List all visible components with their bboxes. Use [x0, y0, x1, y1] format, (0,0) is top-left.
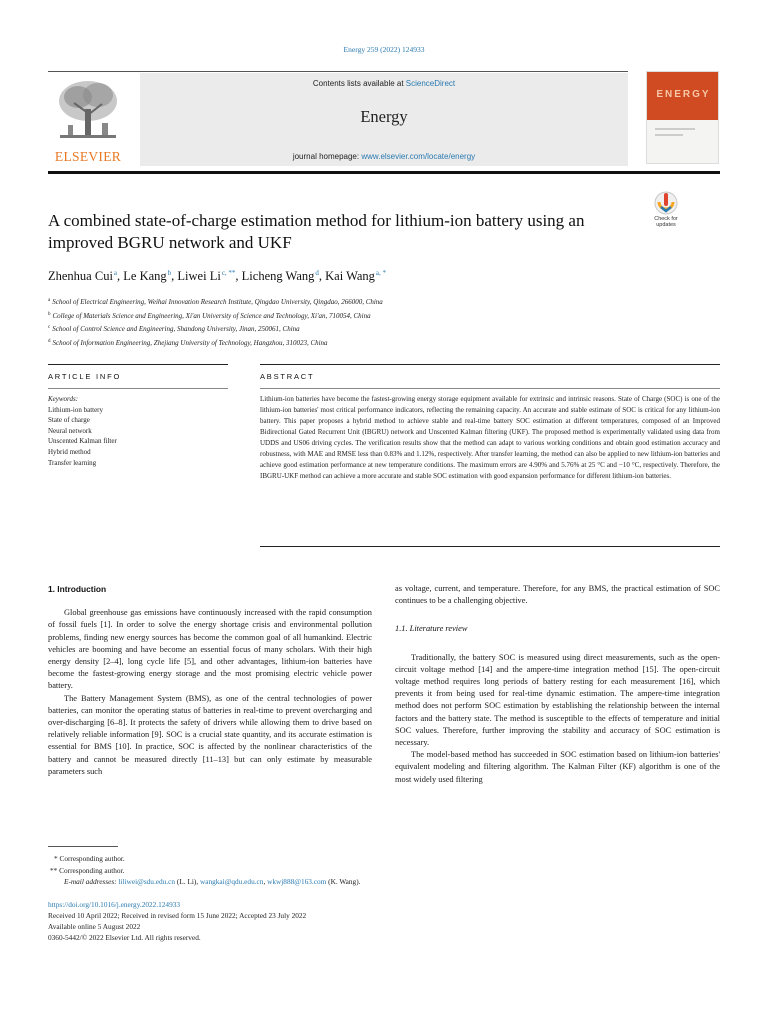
- keywords-label: Keywords:: [48, 395, 79, 403]
- check-for-updates-icon: [646, 190, 686, 216]
- affiliation: $^b$ College of Materials Science and Engineering, Xi'an University of Science and Technology, Xi'an, 710054, China: [48, 311, 371, 320]
- article-title: A combined state-of-charge estimation method for lithium-ion battery using an improved BGRU network and UKF: [48, 211, 585, 252]
- body-paragraph: Global greenhouse gas emissions have continuously increased with the rapid consumption of fossil fuels [1]. In order to solve the energy shortage crisis and environmental pollution problems, finding new energy sources has become the common goal of all humankind. Electric vehicles are booming and have become an essential focus of many scholars. With their high energy density [2–4], long cycle life [5], and other advantages, lithium-ion batteries have become the fastest-growing energy storage and the most promising electric vehicle power battery.: [48, 608, 372, 691]
- check-for-updates-label: Check for updates: [654, 216, 678, 228]
- abstract-top-rule: [260, 364, 720, 365]
- footnote-rule: [48, 846, 118, 847]
- journal-homepage: [140, 152, 628, 161]
- abstract-text: Lithium-ion batteries have become the fastest-growing energy storage equipment available for extrinsic and intrinsic reasons. State of Charge (SOC) is one of the lithium-ion batteries' most critical performance indicators, reflecting the remaining capacity. An accurate and stable estimate of SOC is critical for any lithium-ion battery. This paper proposes a hybrid method to achieve stable and real-time battery SOC estimation at different temperatures, composed of an Improved Bidirectional Gated Recurrent Unit (IBGRU) network and Unscented Kalman filtering (UKF). The proposed method is experimentally validated using data from UDDS and US06 driving cycles. The verification results show that the method can adapt to various working conditions and obtain good estimation accuracy and robustness, with MAE and RMSE less than 0.83% and 1.12%, respectively. After transfer learning, the method can also be applied to new lithium-ion batteries and achieve good estimation performance at new temperature conditions. The maximum errors are 4.90% and 5.76% at 25 °C and −10 °C, respectively. Therefore, the IBGRU-UKF method can achieve a more accurate and stable SOC estimation with good expansion performance for different lithium-ion batteries.: [260, 395, 720, 480]
- email-label: E-mail addresses:: [64, 877, 117, 886]
- elsevier-logo[interactable]: [48, 71, 128, 167]
- email-link[interactable]: wkwj888@163.com: [267, 877, 327, 886]
- cover-title: ENERGY: [656, 89, 711, 100]
- online-date: Available online 5 August 2022: [48, 922, 141, 931]
- affiliations: [48, 295, 708, 349]
- author[interactable]: Le Kang$^b$: [123, 269, 172, 283]
- check-for-updates-badge[interactable]: [646, 190, 686, 234]
- affiliation: $^d$ School of Information Engineering, Zhejiang University of Technology, Hangzhou, 310023, China: [48, 338, 328, 347]
- contents-prefix: Contents lists available at: [312, 79, 406, 88]
- body-left-column: [48, 583, 372, 778]
- footnote: * Corresponding author.: [54, 854, 125, 863]
- abstract-bottom-rule: [260, 546, 720, 547]
- journal-citation[interactable]: Energy 259 (2022) 124933: [343, 45, 425, 54]
- email-owner: (L. Li),: [176, 877, 199, 886]
- keyword[interactable]: Unscented Kalman filter: [48, 437, 117, 446]
- elsevier-tree-icon: [56, 77, 120, 143]
- affiliation: $^c$ School of Control Science and Engineering, Shandong University, Jinan, 250061, China: [48, 325, 300, 333]
- author[interactable]: Zhenhua Cui$^a$: [48, 269, 118, 283]
- article-info-mid-rule: [48, 388, 228, 389]
- author[interactable]: Kai Wang$^{a, *}$: [325, 269, 387, 283]
- journal-banner: [140, 73, 628, 166]
- email-separator: ,: [263, 877, 266, 886]
- article-info-heading: ARTICLE INFO: [48, 372, 122, 381]
- elsevier-wordmark: ELSEVIER: [54, 149, 122, 164]
- affiliation: $^a$ School of Electrical Engineering, Weihai Innovation Research Institute, Qingdao University, Qingdao, 266000, China: [48, 298, 383, 306]
- homepage-prefix: journal homepage:: [292, 152, 362, 161]
- keyword[interactable]: Transfer learning: [48, 458, 97, 467]
- keywords-block: [48, 394, 228, 468]
- footnote: ** Corresponding author.: [50, 865, 125, 875]
- section-heading-literature-review: 1.1. Literature review: [395, 624, 468, 634]
- keyword[interactable]: State of charge: [48, 416, 90, 425]
- header-top-rule: [48, 71, 628, 72]
- sciencedirect-link[interactable]: ScienceDirect: [405, 79, 456, 88]
- email-owner: (K. Wang).: [328, 877, 361, 886]
- body-right-column: [395, 583, 720, 786]
- homepage-link[interactable]: www.elsevier.com/locate/energy: [361, 152, 476, 161]
- author-list: Zhenhua Cui$^a$, Le Kang$^b$, Liwei $Li^{c, **}$, Licheng Wang$^d$, Kai Wang$^{a, *}$: [48, 269, 387, 283]
- received-dates: Received 10 April 2022; Received in revised form 15 June 2022; Accepted 23 July 2022: [48, 911, 307, 920]
- abstract-heading: ABSTRACT: [260, 372, 315, 381]
- keyword[interactable]: Neural network: [48, 426, 92, 435]
- doi-link[interactable]: https://doi.org/10.1016/j.energy.2022.124933: [48, 900, 181, 909]
- body-paragraph-continuation: as voltage, current, and temperature. Therefore, for any BMS, the practical estimation of SOC continues to be a challenging objective.: [395, 584, 720, 606]
- copyright: 0360-5442/© 2022 Elsevier Ltd. All rights reserved.: [48, 933, 201, 942]
- keyword[interactable]: Lithium-ion battery: [48, 405, 104, 414]
- article-info-top-rule: [48, 364, 228, 365]
- email-link[interactable]: wangkai@qdu.edu.cn: [199, 877, 264, 886]
- abstract-mid-rule: [260, 388, 720, 389]
- section-heading-introduction: 1. Introduction: [48, 584, 107, 594]
- journal-cover-icon[interactable]: [646, 71, 719, 164]
- keyword[interactable]: Hybrid method: [48, 447, 91, 456]
- email-link[interactable]: liliwei@sdu.edu.cn: [118, 877, 176, 886]
- header-bottom-rule: [48, 171, 720, 174]
- author[interactable]: Licheng Wang$^d$: [241, 269, 319, 283]
- body-paragraph: The Battery Management System (BMS), as one of the central technologies of power batteries, can monitor the operating status of batteries in real-time to prevent overcharging and over-discharging [6–8]. It protects the safety of drivers while allowing them to drive based on relatively reliable information [9]. SOC is a crucial state quantity, and its accurate estimation is essential for BMS [10]. In practice, SOC is affected by the nonlinear characteristics of the battery and cannot be measured directly [11–13] but can only estimate by measurable parameters such: [48, 693, 372, 776]
- cover-text-line: [655, 128, 695, 130]
- author[interactable]: Liwei $Li^{c, **}$: [177, 269, 236, 283]
- journal-name[interactable]: Energy: [360, 107, 408, 126]
- contents-availability: [140, 79, 628, 88]
- footnotes: [48, 853, 708, 888]
- body-paragraph: The model-based method has succeeded in SOC estimation based on lithium-ion batteries' equivalent modeling and filtering algorithm. The Kalman Filter (KF) algorithm is one of the most widely used filtering: [395, 750, 720, 784]
- email-addresses: [48, 876, 708, 888]
- cover-text-line: [655, 134, 683, 136]
- body-paragraph: Traditionally, the battery SOC is measured using direct measurements, such as the open-circuit voltage method [14] and the ampere-time integration method [15]. The open-circuit voltage method requires long periods of battery resting for each measurement [16], which prevents it from being used for real-time dynamic estimation. The ampere-time integration method does not perform SOC estimation by establishing the relationship between the internal factors and the battery state. The method is susceptible to the effects of temperature and initial SOC values. Therefore, further improving the stability and accuracy of SOC estimation is necessary.: [395, 652, 720, 748]
- publication-info: [48, 899, 448, 943]
